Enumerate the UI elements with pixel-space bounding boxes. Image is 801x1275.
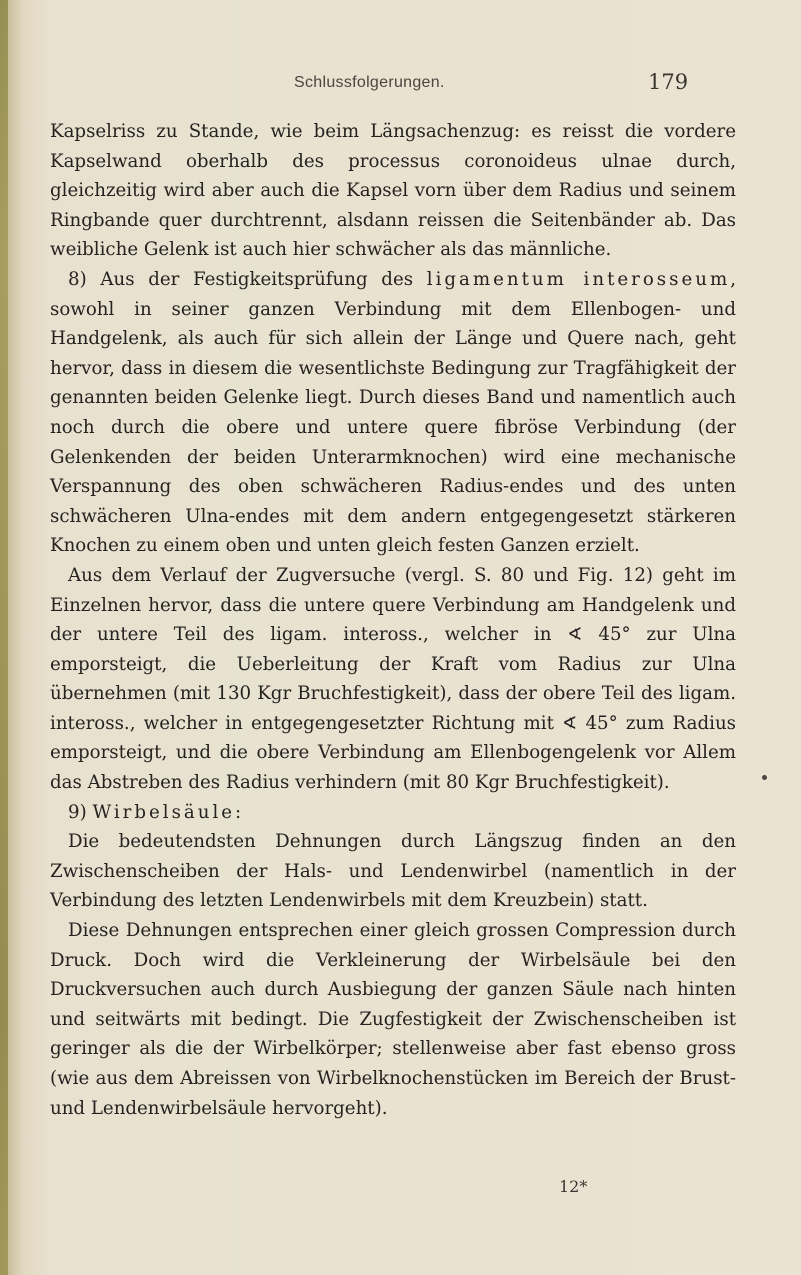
- signature-mark: 12*: [559, 1177, 588, 1196]
- body-text: [50, 117, 736, 1123]
- ink-speck: [762, 775, 767, 780]
- page-header: [0, 70, 801, 100]
- paragraph-compression: Diese Dehnungen entsprechen einer gleich grossen Compression durch Druck. Doch wird die Verkleinerung der Wirbelsäule bei den Druckversuchen auch durch Ausbiegung der ganzen Säule nach hinten und seitwärts mit bedingt. Die Zugfestigkeit der Zwischenscheiben ist geringer als die der Wirbelkörper; stellenweise aber fast ebenso gross (wie aus dem Abreissen von Wirbelknochenstücken im Bereich der Brust- und Lendenwirbelsäule hervorgeht).: [50, 920, 736, 1119]
- running-head: Schlussfolgerungen.: [294, 74, 445, 91]
- section-heading-spine: [50, 798, 736, 828]
- spaced-term-wirbelsaeule: Wirbelsäule:: [92, 801, 245, 823]
- paragraph-intervertebral-discs: Die bedeutendsten Dehnungen durch Längszug finden an den Zwischenscheiben der Hals- und Lendenwirbel (namentlich in der Verbindung des letzten Lendenwirbels mit dem Kreuzbein) statt.: [50, 831, 736, 912]
- spaced-term-ligamentum: ligamentum interosseum: [426, 268, 731, 290]
- section-number: 9): [68, 801, 87, 823]
- paragraph-ligamentum-interosseum: [50, 265, 736, 561]
- paragraph-continuation: , sowohl in seiner ganzen Verbindung mit dem Ellenbogen- und Handgelenk, als auch für sich allein der Länge und Quere nach, geht hervor, dass in diesem die wesentlichste Bedingung zur Tragfähigkeit der genannten beiden Gelenke liegt. Durch dieses Band und namentlich auch noch durch die obere und untere quere fibröse Verbindung (der Gelenkenden der beiden Unterarmknochen) wird eine mechanische Verspannung des oben schwächeren Radius-endes und des unten schwächeren Ulna-endes mit dem andern entgegengesetzt stärkeren Knochen zu einem oben und unten gleich festen Ganzen erzielt.: [50, 268, 736, 557]
- paragraph-capsule-rupture: Kapselriss zu Stande, wie beim Längsachenzug: es reisst die vordere Kapselwand oberhalb des processus coronoideus ulnae durch, gleichzeitig wird aber auch die Kapsel vorn über dem Radius und seinem Ringbande quer durchtrennt, alsdann reissen die Seitenbänder ab. Das weibliche Gelenk ist auch hier schwächer als das männliche.: [50, 121, 736, 261]
- paragraph-lead: 8) Aus der Festigkeitsprüfung des: [68, 268, 414, 290]
- paragraph-tensile-tests: Aus dem Verlauf der Zugversuche (vergl. S. 80 und Fig. 12) geht im Einzelnen hervor, dass die untere quere Verbindung am Handgelenk und der untere Teil des ligam. inteross., welcher in ∢ 45° zur Ulna emporsteigt, die Ueberleitung der Kraft vom Radius zur Ulna übernehmen (mit 130 Kgr Bruchfestigkeit), dass der obere Teil des ligam. inteross., welcher in entgegengesetzter Richtung mit ∢ 45° zum Radius emporsteigt, und die obere Verbindung am Ellenbogengelenk vor Allem das Abstreben des Radius verhindern (mit 80 Kgr Bruchfestigkeit).: [50, 564, 736, 794]
- page-number: 179: [648, 70, 689, 94]
